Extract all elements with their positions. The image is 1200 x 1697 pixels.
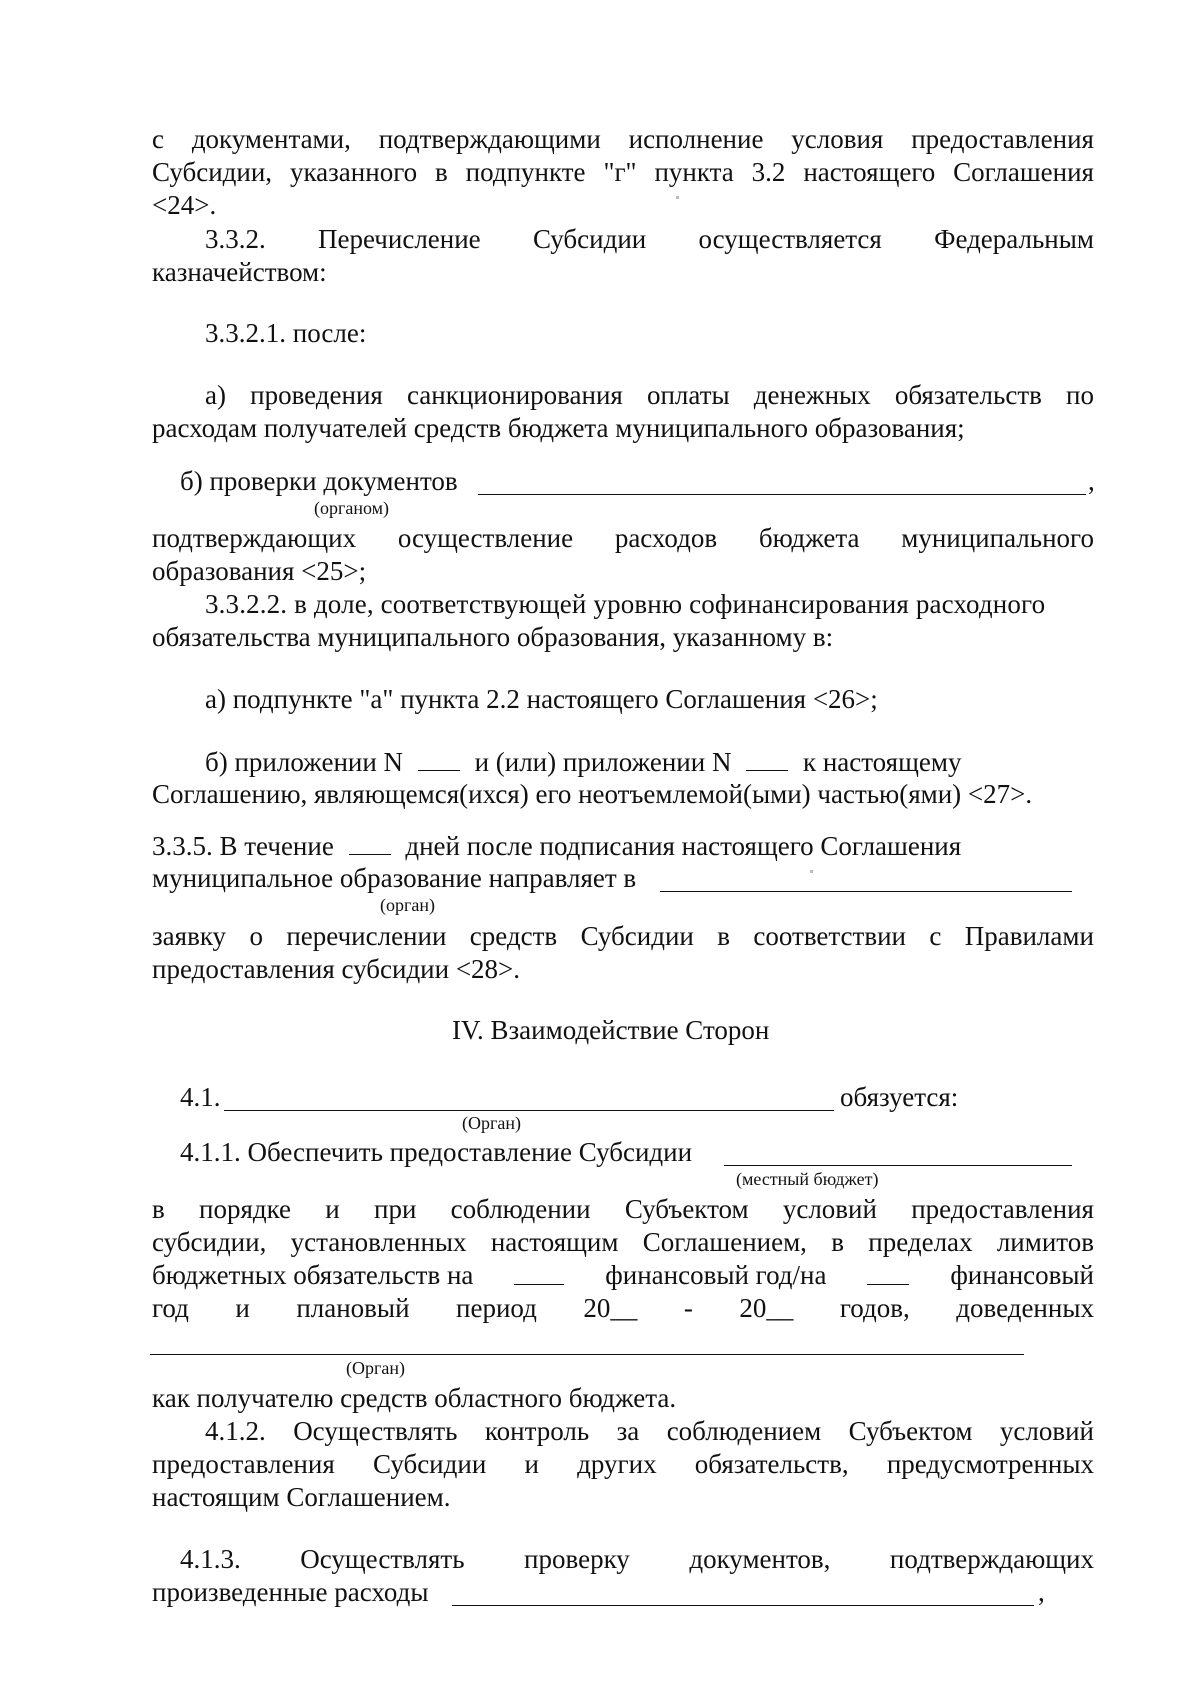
punctuation: , [1038, 1577, 1045, 1607]
word: Соглашения [953, 157, 1094, 187]
paragraph-line [152, 1227, 1094, 1257]
field-caption: (органом) [314, 498, 390, 518]
word: по [1066, 380, 1094, 410]
text-run: к настоящему [802, 747, 962, 777]
word: Осуществлять [300, 1544, 465, 1574]
fill-blank[interactable] [150, 1354, 1024, 1355]
word: перечислении [286, 921, 447, 951]
word: Перечисление [318, 224, 481, 254]
word: предоставления [911, 1194, 1094, 1224]
word: и [524, 1449, 539, 1479]
word: Правилами [964, 921, 1094, 951]
fill-blank[interactable] [452, 1605, 1034, 1606]
word: Субсидии [532, 224, 647, 254]
word: пункта [654, 157, 734, 187]
word: Субсидии, [152, 157, 273, 187]
word: годов, [839, 1293, 910, 1323]
word: пределах [868, 1227, 973, 1257]
paragraph-line: Соглашению, являющемся(ихся) его неотъемлемой(ыми) частью(ями) <27>. [152, 779, 1033, 809]
word: доведенных [956, 1293, 1094, 1323]
word: санкционирования [406, 380, 623, 410]
paragraph-line [152, 124, 1094, 154]
paragraph-line [152, 157, 1094, 187]
text-run: 3.3.5. В течение [152, 831, 334, 861]
word: соответствии [753, 921, 906, 951]
word: плановый [296, 1293, 410, 1323]
text-run: дней после подписания настоящего Соглашения [405, 831, 962, 861]
word: "г" [603, 157, 637, 187]
word: 4.1.2. [205, 1416, 266, 1446]
word: 3.2 [751, 157, 786, 187]
word: подтверждающих [889, 1544, 1094, 1574]
paragraph-line: образования <25>; [152, 556, 367, 586]
word: в [717, 921, 731, 951]
word: 4.1.3. [180, 1544, 241, 1574]
word: проверку [524, 1544, 630, 1574]
paragraph-line: обязательства муниципального образования, указанному в: [152, 622, 834, 652]
paragraph-line: а) подпункте "а" пункта 2.2 настоящего Соглашения <26>; [205, 684, 878, 714]
word: обязательств [894, 380, 1042, 410]
clause-number: 4.1. [180, 1082, 221, 1112]
word: расходов [614, 523, 718, 553]
paragraph-line [152, 1260, 1094, 1290]
word: предоставления [911, 124, 1094, 154]
paragraph-line: как получателю средств областного бюджета. [152, 1383, 677, 1413]
paragraph-line [152, 830, 961, 861]
word: подпункте [465, 157, 586, 187]
word: с [929, 921, 942, 951]
word: контроль [484, 1416, 590, 1446]
word: за [616, 1416, 640, 1446]
word: документов, [689, 1544, 831, 1574]
word: заявку [152, 921, 227, 951]
word: исполнение [628, 124, 764, 154]
paragraph-line [205, 380, 1094, 410]
word: Федеральным [934, 224, 1094, 254]
word: муниципального [901, 523, 1094, 553]
fill-blank[interactable] [660, 891, 1072, 892]
word: денежных [753, 380, 871, 410]
word: соблюдении [450, 1194, 591, 1224]
scan-speck [810, 870, 813, 873]
word: других [577, 1449, 657, 1479]
paragraph-line: <24>. [152, 190, 217, 220]
word: средств [469, 921, 558, 951]
word: оплаты [646, 380, 730, 410]
field-caption: (Орган) [346, 1358, 405, 1378]
paragraph-line [152, 1449, 1094, 1479]
word: 20__ [739, 1293, 794, 1323]
word: и [235, 1293, 250, 1323]
paragraph-line [152, 1194, 1094, 1224]
text-run: финансовый год/на [605, 1260, 827, 1290]
word: период [456, 1293, 537, 1323]
word: Субсидии [372, 1449, 487, 1479]
word: обязательств, [694, 1449, 849, 1479]
paragraph-line [180, 1544, 1094, 1574]
paragraph-line: 3.3.2.2. в доле, соответствующей уровню софинансирования расходного [205, 589, 1046, 619]
paragraph-line [205, 224, 1094, 254]
word: Субъектом [848, 1416, 973, 1446]
paragraph-line [152, 1293, 1094, 1323]
word: в [152, 1194, 165, 1224]
word: в [435, 157, 448, 187]
paragraph-line: казначейством: [152, 257, 327, 287]
word: условий [782, 1194, 877, 1224]
paragraph-line: произведенные расходы [152, 1577, 429, 1607]
punctuation: , [1088, 466, 1095, 496]
section-heading: IV. Взаимодействие Сторон [452, 1015, 770, 1045]
paragraph-line [152, 921, 1094, 951]
word: в [831, 1227, 844, 1257]
paragraph-line: предоставления субсидии <28>. [152, 954, 521, 984]
word: бюджета [758, 523, 860, 553]
paragraph-line [152, 523, 1094, 553]
word: Субсидии [580, 921, 694, 951]
paragraph-line: расходам получателей средств бюджета муниципального образования; [152, 413, 965, 443]
word: предоставления [152, 1449, 335, 1479]
word: проведения [250, 380, 383, 410]
fill-blank[interactable] [514, 1260, 564, 1285]
fill-blank[interactable] [478, 494, 1086, 495]
word: а) [205, 380, 226, 410]
fill-blank[interactable] [224, 1110, 834, 1111]
paragraph-line: б) проверки документов [180, 466, 458, 496]
word: субсидии, [152, 1227, 267, 1257]
paragraph-line [205, 1416, 1094, 1446]
text-run: бюджетных обязательств на [152, 1260, 474, 1290]
field-caption: (местный бюджет) [736, 1169, 879, 1189]
word: осуществление [397, 523, 574, 553]
word: предусмотренных [886, 1449, 1094, 1479]
word: документами, [191, 124, 351, 154]
word: Субъектом [624, 1194, 749, 1224]
word: подтверждающими [378, 124, 601, 154]
fill-blank[interactable] [746, 746, 788, 771]
word: год [152, 1293, 189, 1323]
scan-speck [676, 196, 679, 199]
text-run: финансовый [950, 1260, 1094, 1290]
field-caption: (орган) [380, 895, 435, 915]
paragraph-line: настоящим Соглашением. [152, 1482, 451, 1512]
word: и [325, 1194, 340, 1224]
word: лимитов [996, 1227, 1094, 1257]
field-caption: (Орган) [462, 1113, 521, 1133]
word: настоящего [803, 157, 936, 187]
text-run: б) приложении N [205, 747, 404, 777]
word: при [374, 1194, 417, 1224]
word: установленных [290, 1227, 467, 1257]
word: о [249, 921, 263, 951]
word: осуществляется [698, 224, 882, 254]
fill-blank[interactable] [349, 830, 391, 855]
word: Соглашением, [642, 1227, 807, 1257]
word: подтверждающих [152, 523, 357, 553]
paragraph-line [205, 746, 961, 777]
word: Осуществлять [293, 1416, 458, 1446]
word: - [683, 1293, 693, 1323]
clause-heading: 3.3.2.1. после: [205, 318, 367, 348]
word: соблюдением [666, 1416, 822, 1446]
paragraph-line: обязуется: [840, 1082, 959, 1112]
text-run: и (или) приложении N [474, 747, 732, 777]
fill-blank[interactable] [418, 746, 460, 771]
word: с [152, 124, 164, 154]
word: настоящим [490, 1227, 619, 1257]
word: 3.3.2. [205, 224, 266, 254]
word: условия [791, 124, 884, 154]
fill-blank[interactable] [867, 1260, 909, 1285]
paragraph-line: муниципальное образование направляет в [152, 863, 637, 893]
paragraph-line: 4.1.1. Обеспечить предоставление Субсидии [180, 1137, 693, 1167]
word: условий [999, 1416, 1094, 1446]
word: 20__ [583, 1293, 638, 1323]
word: указанного [289, 157, 418, 187]
fill-blank[interactable] [724, 1165, 1072, 1166]
word: порядке [199, 1194, 292, 1224]
